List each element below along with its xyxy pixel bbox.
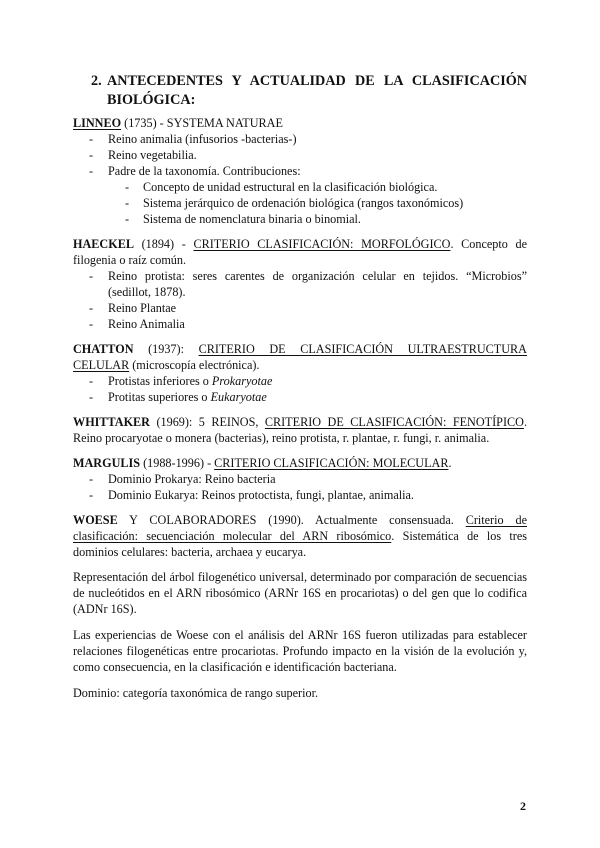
chatton-rest2: (microscopía electrónica). — [129, 358, 260, 372]
chatton-rest1: (1937): — [133, 342, 199, 356]
list-item: - Reino animalia (infusorios -bacterias-) — [73, 131, 527, 147]
list-item — [73, 373, 527, 389]
section-whittaker — [73, 414, 527, 446]
chatton-item1-text: Protistas inferiores o — [108, 374, 212, 388]
haeckel-rest2: . Concepto de filogenia o raíz común. — [73, 237, 527, 267]
linneo-name: LINNEO — [73, 116, 122, 130]
list-item: - Dominio Eukarya: Reinos protoctista, fungi, plantae, animalia. — [73, 487, 527, 503]
haeckel-criterion: CRITERIO CLASIFICACIÓN: MORFOLÓGICO — [193, 237, 451, 251]
woese-paragraph — [73, 512, 527, 560]
section-woese — [73, 512, 527, 560]
margulis-name: MARGULIS — [73, 456, 141, 470]
page-number: 2 — [520, 799, 526, 813]
list-item: - Reino Animalia — [73, 316, 527, 332]
sub-list-item: - Concepto de unidad estructural en la clasificación biológica. — [73, 179, 527, 195]
linneo-rest: (1735) - SYSTEMA NATURAE — [121, 116, 283, 130]
woese-rest2: . Sistemática de los tres dominios celulares: bacteria, archaea y eucarya. — [73, 529, 527, 559]
heading-text: ANTECEDENTES Y ACTUALIDAD DE LA CLASIFICACIÓN BIOLÓGICA: — [107, 73, 527, 108]
section-margulis — [73, 455, 527, 503]
section-haeckel — [73, 236, 527, 332]
haeckel-name: HAECKEL — [73, 237, 134, 251]
woese-rest1: Y COLABORADORES (1990). Actualmente consensuada. — [117, 513, 466, 527]
haeckel-heading — [73, 236, 527, 268]
linneo-sublist — [73, 179, 527, 227]
sub-list-item: - Sistema de nomenclatura binaria o binomial. — [73, 211, 527, 227]
list-item: - Reino vegetabilia. — [73, 147, 527, 163]
linneo-heading — [73, 115, 527, 131]
haeckel-list — [73, 268, 527, 332]
list-item: - Padre de la taxonomía. Contribuciones: — [73, 163, 527, 179]
margulis-rest1: (1988-1996) - — [140, 456, 215, 470]
chatton-heading — [73, 341, 527, 373]
section-heading — [91, 72, 527, 110]
list-item — [73, 389, 527, 405]
section-linneo — [73, 115, 527, 227]
document-page — [73, 72, 527, 711]
chatton-item1-italic: Prokaryotae — [211, 374, 273, 388]
chatton-item2-italic: Eukaryotae — [210, 390, 267, 404]
linneo-list — [73, 131, 527, 179]
whittaker-rest1: (1969): 5 REINOS, — [149, 415, 265, 429]
chatton-name: CHATTON — [73, 342, 134, 356]
chatton-criterion: CRITERIO DE CLASIFICACIÓN ULTRAESTRUCTURA CELULAR — [73, 342, 527, 372]
heading-number: 2. — [91, 73, 102, 89]
list-item: - Dominio Prokarya: Reino bacteria — [73, 471, 527, 487]
margulis-heading — [73, 455, 527, 471]
chatton-item2-text: Protitas superiores o — [108, 390, 211, 404]
list-item: - Reino protista: seres carentes de organización celular en tejidos. “Microbios” (sedillot, 1878). — [73, 268, 527, 300]
sub-list-item: - Sistema jerárquico de ordenación biológica (rangos taxonómicos) — [73, 195, 527, 211]
margulis-criterion: CRITERIO CLASIFICACIÓN: MOLECULAR — [214, 456, 449, 470]
paragraph-tree: Representación del árbol filogenético universal, determinado por comparación de secuencias de nucleótidos en el ARN ribosómico (ARNr 16S en procariotas) o del gen que lo codifica (ADNr 16S). — [73, 570, 527, 616]
whittaker-criterion: CRITERIO DE CLASIFICACIÓN: FENOTÍPICO — [264, 415, 524, 429]
list-item: - Reino Plantae — [73, 300, 527, 316]
margulis-list — [73, 471, 527, 503]
woese-criterion: Criterio de clasificación: secuenciación molecular del ARN ribosómico — [73, 513, 527, 543]
whittaker-paragraph — [73, 414, 527, 446]
woese-name: WOESE — [73, 513, 118, 527]
paragraph-woese-experiments: Las experiencias de Woese con el análisis del ARNr 16S fueron utilizadas para establecer relaciones filogenéticas entre procariotas. Profundo impacto en la visión de la evolución y, como consecuencia, en la clasificación e identificación bacteriana. — [73, 628, 527, 674]
whittaker-name: WHITTAKER — [73, 415, 150, 429]
whittaker-rest2: . Reino procaryotae o monera (bacterias), reino protista, r. plantae, r. fungi, r. animalia. — [73, 415, 527, 445]
chatton-list — [73, 373, 527, 405]
haeckel-rest1: (1894) - — [133, 237, 194, 251]
paragraph-domain-definition: Dominio: categoría taxonómica de rango superior. — [73, 686, 319, 700]
margulis-rest2: . — [448, 456, 452, 470]
section-chatton — [73, 341, 527, 405]
